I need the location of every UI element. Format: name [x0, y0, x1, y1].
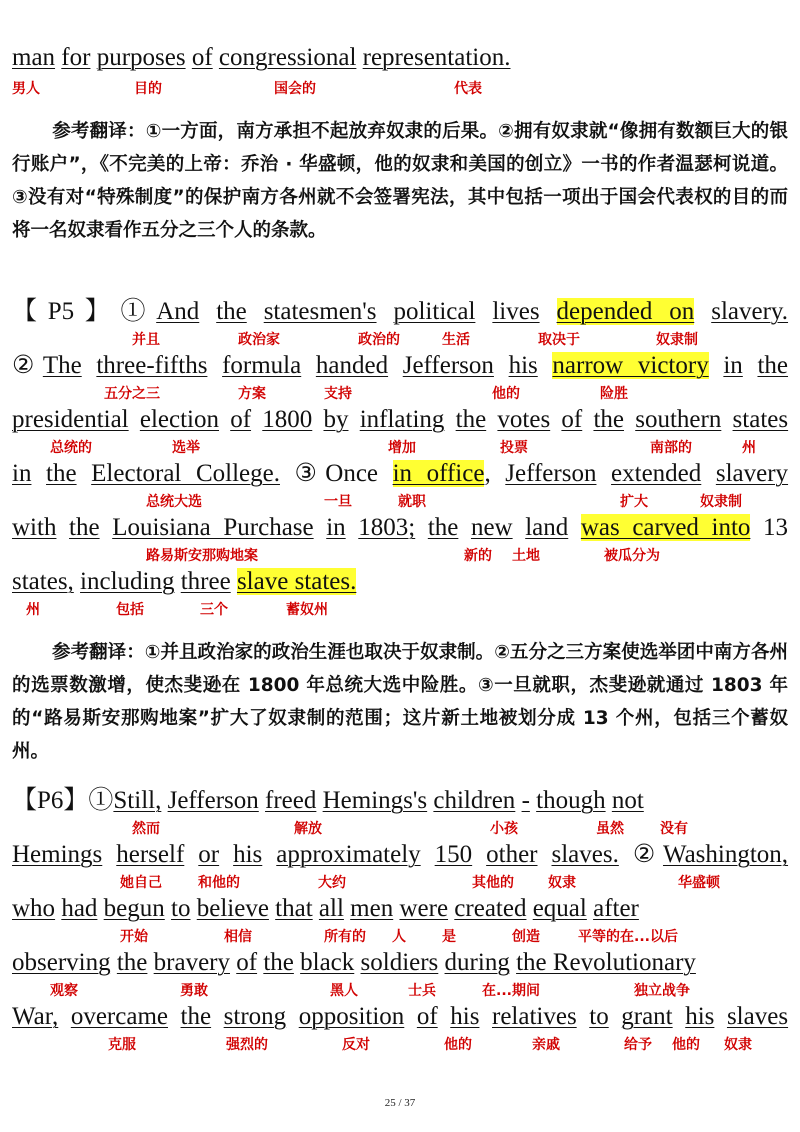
vocab-word: to: [589, 1003, 609, 1030]
english-line: [12, 785, 788, 817]
gloss-word: 小孩: [490, 821, 518, 837]
gloss-word: 开始: [120, 929, 148, 945]
vocab-word: soldiers: [360, 949, 439, 976]
vocab-word: of: [561, 406, 583, 433]
vocab-word: all: [318, 895, 344, 922]
text-segment: [540, 298, 557, 325]
text-segment: [582, 406, 593, 433]
vocab-word: black: [300, 949, 355, 976]
vocab-word: three-fifths: [96, 352, 208, 379]
text-segment: ③Once: [279, 460, 393, 487]
gloss-word: 南部的: [650, 440, 692, 456]
gloss-word: 她自己: [120, 875, 162, 891]
gloss-word: 生活: [442, 332, 470, 348]
text-segment: [301, 352, 316, 379]
vocab-word: though: [536, 787, 606, 814]
vocab-word: his: [450, 1003, 480, 1030]
gloss-word: 反对: [342, 1037, 370, 1053]
vocab-word: in: [12, 460, 32, 487]
vocab-word: approximately: [276, 841, 421, 868]
gloss-word: 独立战争: [634, 983, 690, 999]
vocab-word: the: [455, 406, 487, 433]
vocab-word: that: [275, 895, 313, 922]
english-line: [12, 296, 788, 328]
gloss-word: 并且: [132, 332, 160, 348]
english-line: [12, 893, 788, 925]
gloss-word: 给予: [624, 1037, 652, 1053]
vocab-word: the: [427, 514, 459, 541]
gloss-word: 包括: [116, 602, 144, 618]
gloss-word: 投票: [500, 440, 528, 456]
gloss-word: 代表: [454, 81, 482, 97]
vocab-word: opposition: [298, 1003, 405, 1030]
vocab-word: other: [486, 841, 538, 868]
vocab-word: Hemings's: [322, 787, 428, 814]
vocab-word: political: [393, 298, 476, 325]
gloss-word: 强烈的: [226, 1037, 268, 1053]
gloss-word: 在...期间: [482, 983, 540, 999]
english-line: [12, 458, 788, 490]
text-segment: [550, 406, 561, 433]
gloss-word: 奴隶制: [700, 494, 742, 510]
text-segment: [694, 298, 711, 325]
vocab-word: including: [80, 568, 175, 595]
vocab-word: in: [326, 514, 346, 541]
vocab-word: -: [521, 787, 530, 814]
text-segment: [168, 1003, 181, 1030]
english-line: [12, 42, 788, 74]
vocab-word: the: [263, 949, 294, 976]
text-segment: [701, 460, 716, 487]
vocab-word: during: [444, 949, 510, 976]
text-segment: [486, 406, 497, 433]
translation-text: 参考翻译：①一方面，南方承担不起放弃奴隶的后果。②拥有奴隶就“像拥有数额巨大的银行账户”，《不完美的上帝：乔治 · 华盛顿，他的奴隶和美国的创立》一书的作者温瑟柯说道。③没有对“特殊制度”的保护南方各州就不会签署宪法，其中包括一项出于国会代表权的目的而将一名奴隶看作五分之三个人的条款。: [12, 121, 788, 241]
text-segment: [388, 352, 403, 379]
vocab-word: Hemings: [12, 841, 103, 868]
vocab-word: Louisiana Purchase: [112, 514, 314, 541]
vocab-word: land: [525, 514, 569, 541]
text-segment: [458, 514, 471, 541]
vocab-word: the: [593, 406, 624, 433]
gloss-word: 土地: [512, 548, 540, 564]
text-segment: [475, 298, 492, 325]
reference-translation: [12, 636, 788, 768]
vocab-word: extended: [611, 460, 702, 487]
gloss-word: 大约: [318, 875, 346, 891]
gloss-word: 一旦: [324, 494, 352, 510]
gloss-line: [12, 926, 788, 948]
english-line: [12, 839, 788, 871]
text-segment: [444, 406, 455, 433]
text-segment: [286, 1003, 299, 1030]
vocab-word: his: [508, 352, 538, 379]
gloss-line: [12, 437, 788, 459]
vocab-word: War,: [12, 1003, 59, 1030]
gloss-word: 黑人: [330, 983, 358, 999]
gloss-word: 观察: [50, 983, 78, 999]
gloss-word: 创造: [512, 929, 540, 945]
gloss-line: [12, 872, 788, 894]
text-segment: [568, 514, 581, 541]
gloss-line: [12, 383, 788, 405]
vocab-word: the: [216, 298, 247, 325]
vocab-word: new: [470, 514, 513, 541]
vocab-word: Electoral College.: [91, 460, 280, 487]
vocab-word: votes: [497, 406, 551, 433]
text-segment: [438, 1003, 451, 1030]
vocab-word: inflating: [359, 406, 445, 433]
gloss-word: 方案: [238, 386, 266, 402]
gloss-word: 奴隶制: [656, 332, 698, 348]
page-number: 25 / 37: [384, 1097, 416, 1109]
vocab-word: in: [723, 352, 743, 379]
vocab-word: congressional: [218, 44, 357, 71]
gloss-word: 州: [26, 602, 40, 618]
vocab-word: of: [236, 949, 258, 976]
gloss-line: [12, 545, 788, 567]
vocab-word: had: [61, 895, 98, 922]
vocab-word: The: [42, 352, 82, 379]
text-segment: [709, 352, 724, 379]
vocab-word: were: [399, 895, 449, 922]
english-line: [12, 350, 788, 382]
vocab-word: And: [156, 298, 200, 325]
text-segment: 【P6】①: [12, 787, 114, 814]
gloss-word: 蓄奴州: [286, 602, 328, 618]
vocab-word: children: [433, 787, 516, 814]
vocab-word: the: [180, 1003, 212, 1030]
text-segment: [479, 1003, 492, 1030]
text-segment: [513, 514, 526, 541]
reference-translation: [12, 115, 788, 247]
english-line: [12, 404, 788, 436]
gloss-word: 总统的: [50, 440, 92, 456]
text-segment: ②: [12, 352, 43, 379]
text-segment: [721, 406, 732, 433]
gloss-word: 目的: [134, 81, 162, 97]
gloss-word: 亲戚: [532, 1037, 560, 1053]
vocab-word: presidential: [12, 406, 129, 433]
gloss-word: 和他的: [198, 875, 240, 891]
vocab-word: grant: [621, 1003, 673, 1030]
vocab-word: of: [416, 1003, 438, 1030]
vocab-word: Jefferson: [402, 352, 494, 379]
gloss-word: 勇敢: [180, 983, 208, 999]
vocab-word: slaves.: [551, 841, 619, 868]
vocab-word: who: [12, 895, 56, 922]
gloss-line: [12, 491, 788, 513]
vocab-word: of: [191, 44, 213, 71]
gloss-word: 虽然: [596, 821, 624, 837]
text-segment: [77, 460, 92, 487]
gloss-word: 州: [742, 440, 756, 456]
vocab-word: for: [61, 44, 91, 71]
gloss-word: 所有的: [324, 929, 366, 945]
gloss-word: 人: [392, 929, 406, 945]
text-segment: 13: [750, 514, 789, 541]
english-line: [12, 566, 788, 598]
vocab-word: purposes: [96, 44, 186, 71]
gloss-word: 解放: [294, 821, 322, 837]
vocab-word: equal: [532, 895, 587, 922]
text-segment: [624, 406, 635, 433]
gloss-word: 取决于: [538, 332, 580, 348]
text-segment: [184, 841, 198, 868]
gloss-word: 奴隶: [548, 875, 576, 891]
vocab-word: or: [198, 841, 220, 868]
vocab-word: states: [732, 406, 789, 433]
vocab-word: by: [323, 406, 349, 433]
highlighted-phrase: was carved into: [580, 514, 751, 541]
gloss-word: 国会的: [274, 81, 316, 97]
text-segment: [219, 841, 233, 868]
gloss-line: [12, 818, 788, 840]
gloss-word: 新的: [464, 548, 492, 564]
text-segment: [404, 1003, 417, 1030]
vocab-word: begun: [103, 895, 165, 922]
gloss-word: 然而: [132, 821, 160, 837]
text-segment: ,: [484, 460, 506, 487]
vocab-word: southern: [635, 406, 722, 433]
gloss-word: 平等的在...以后: [578, 929, 678, 945]
text-segment: [538, 841, 552, 868]
gloss-line: [12, 980, 788, 1002]
text-segment: [58, 1003, 71, 1030]
text-segment: [312, 406, 323, 433]
vocab-word: created: [454, 895, 527, 922]
vocab-word: of: [230, 406, 252, 433]
vocab-word: handed: [315, 352, 389, 379]
vocab-word: 1800: [262, 406, 313, 433]
highlighted-phrase: narrow victory: [552, 352, 709, 379]
text-segment: ②: [618, 841, 663, 868]
gloss-word: 男人: [12, 81, 40, 97]
vocab-word: with: [12, 514, 57, 541]
text-segment: [199, 298, 216, 325]
vocab-word: his: [685, 1003, 715, 1030]
text-segment: [211, 1003, 224, 1030]
gloss-word: 克服: [108, 1037, 136, 1053]
vocab-word: the: [69, 514, 100, 541]
vocab-word: formula: [222, 352, 302, 379]
translation-text: 参考翻译：①并且政治家的政治生涯也取决于奴隶制。②五分之三方案使选举团中南方各州的选票数激增，使杰斐逊在 1800 年总统大选中险胜。③一旦就职，杰斐逊就通过 1803 年的“路易斯安那购地案”扩大了奴隶制的范围；这片新土地被划分成 13 个州，包括三个蓄奴州。: [12, 642, 788, 762]
vocab-word: states,: [12, 568, 74, 595]
vocab-word: election: [139, 406, 219, 433]
vocab-word: slavery: [715, 460, 789, 487]
gloss-word: 五分之三: [104, 386, 160, 402]
vocab-word: statesmen's: [263, 298, 377, 325]
vocab-word: herself: [116, 841, 185, 868]
text-segment: [251, 406, 262, 433]
vocab-word: representation.: [362, 44, 511, 71]
vocab-word: slavery.: [711, 298, 789, 325]
gloss-line: [12, 599, 788, 621]
vocab-word: the Revolutionary: [516, 949, 696, 976]
vocab-word: man: [12, 44, 56, 71]
gloss-word: 路易斯安那购地案: [146, 548, 258, 564]
gloss-word: 选举: [172, 440, 200, 456]
gloss-word: 士兵: [408, 983, 436, 999]
gloss-line: [12, 78, 788, 100]
text-segment: [247, 298, 264, 325]
vocab-word: the: [46, 460, 77, 487]
text-segment: [421, 841, 435, 868]
text-segment: [538, 352, 553, 379]
gloss-word: 是: [442, 929, 456, 945]
gloss-word: 就职: [398, 494, 426, 510]
gloss-line: [12, 1034, 788, 1056]
vocab-word: men: [350, 895, 394, 922]
vocab-word: after: [593, 895, 639, 922]
gloss-word: 被瓜分为: [604, 548, 660, 564]
vocab-word: Washington,: [662, 841, 789, 868]
vocab-word: freed: [265, 787, 317, 814]
vocab-word: Jefferson: [167, 787, 259, 814]
gloss-word: 增加: [388, 440, 416, 456]
text-segment: [56, 514, 69, 541]
gloss-word: 扩大: [620, 494, 648, 510]
gloss-word: 他的: [672, 1037, 700, 1053]
gloss-word: 没有: [660, 821, 688, 837]
text-segment: [596, 460, 611, 487]
gloss-word: 政治家: [238, 332, 280, 348]
text-segment: [31, 460, 46, 487]
english-line: [12, 512, 788, 544]
text-segment: [577, 1003, 590, 1030]
vocab-word: strong: [223, 1003, 287, 1030]
text-segment: [82, 352, 97, 379]
text-segment: [262, 841, 276, 868]
text-segment: [348, 406, 359, 433]
text-segment: [314, 514, 327, 541]
vocab-word: Still,: [113, 787, 162, 814]
gloss-line: [12, 329, 788, 351]
text-segment: [609, 1003, 622, 1030]
vocab-word: relatives: [492, 1003, 577, 1030]
text-segment: [207, 352, 222, 379]
text-segment: [494, 352, 509, 379]
gloss-word: 三个: [200, 602, 228, 618]
english-line: [12, 947, 788, 979]
gloss-word: 相信: [224, 929, 252, 945]
vocab-word: his: [233, 841, 263, 868]
vocab-word: not: [611, 787, 644, 814]
vocab-word: 150: [434, 841, 473, 868]
text-segment: [102, 841, 116, 868]
text-segment: [219, 406, 230, 433]
vocab-word: to: [171, 895, 191, 922]
gloss-word: 其他的: [472, 875, 514, 891]
highlighted-phrase: slave states.: [236, 568, 357, 595]
text-segment: 【P5】①: [12, 298, 157, 325]
vocab-word: 1803;: [358, 514, 416, 541]
vocab-word: overcame: [70, 1003, 168, 1030]
text-segment: [377, 298, 394, 325]
vocab-word: lives: [492, 298, 540, 325]
text-segment: [472, 841, 486, 868]
text-segment: [714, 1003, 727, 1030]
gloss-word: 华盛顿: [678, 875, 720, 891]
text-segment: [673, 1003, 686, 1030]
gloss-word: 总统大选: [146, 494, 202, 510]
text-segment: [346, 514, 359, 541]
vocab-word: Jefferson: [505, 460, 597, 487]
text-segment: [129, 406, 140, 433]
english-line: [12, 1001, 788, 1033]
gloss-word: 他的: [492, 386, 520, 402]
vocab-word: slaves: [726, 1003, 789, 1030]
gloss-word: 险胜: [600, 386, 628, 402]
vocab-word: the: [757, 352, 789, 379]
vocab-word: bravery: [153, 949, 230, 976]
gloss-word: 支持: [324, 386, 352, 402]
gloss-word: 政治的: [358, 332, 400, 348]
highlighted-phrase: depended on: [556, 298, 695, 325]
vocab-word: observing: [12, 949, 111, 976]
vocab-word: the: [116, 949, 148, 976]
text-segment: [100, 514, 113, 541]
gloss-word: 他的: [444, 1037, 472, 1053]
vocab-word: believe: [196, 895, 269, 922]
text-segment: [415, 514, 428, 541]
highlighted-phrase: in office: [392, 460, 485, 487]
text-segment: [743, 352, 758, 379]
vocab-word: three: [180, 568, 231, 595]
gloss-word: 奴隶: [724, 1037, 752, 1053]
